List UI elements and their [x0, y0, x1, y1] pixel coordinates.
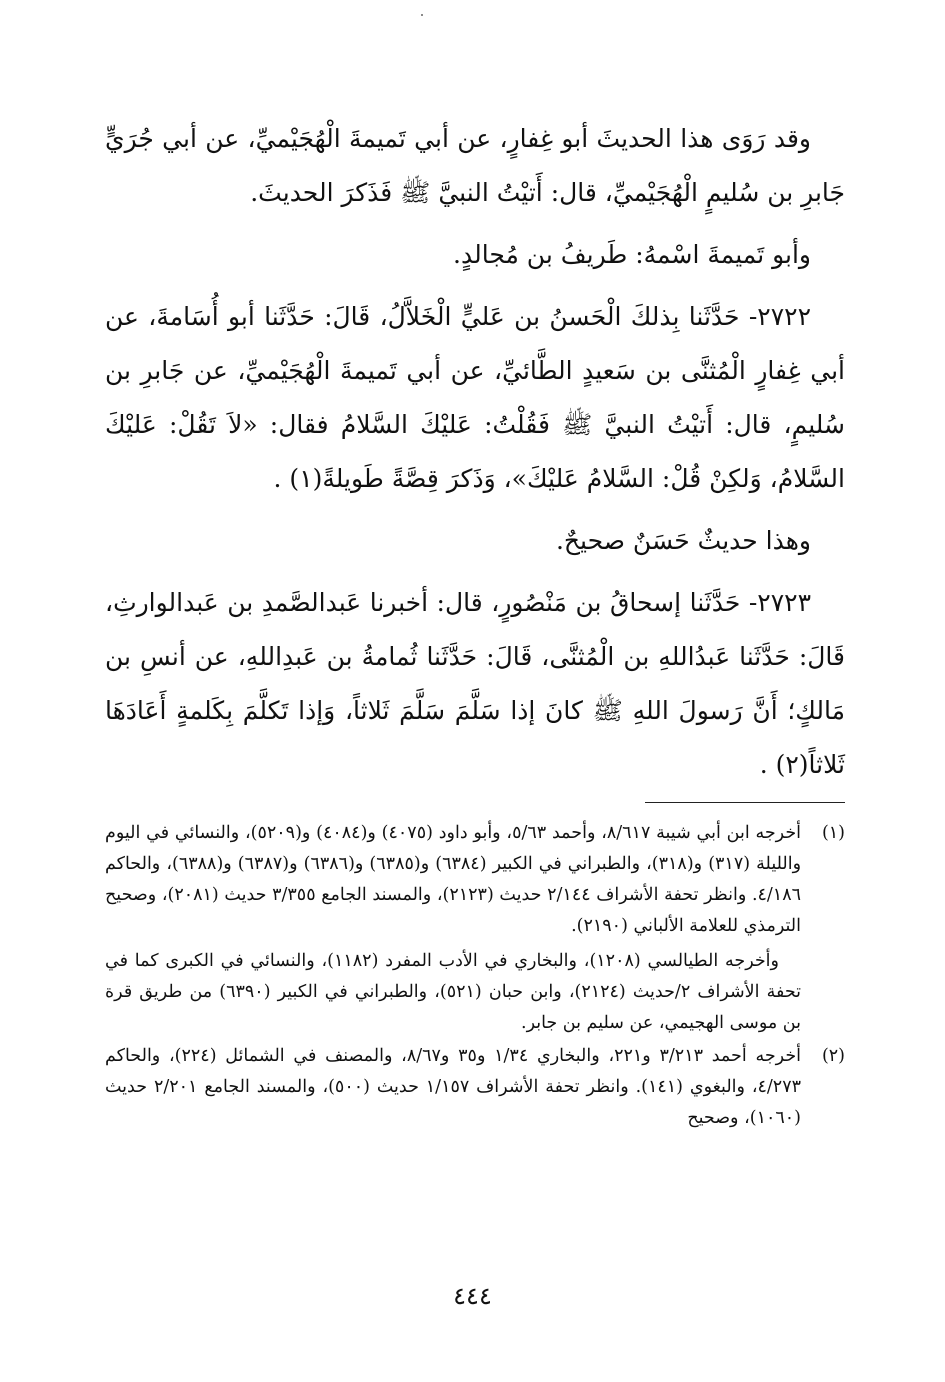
footnote-number: (٢) — [821, 1046, 845, 1066]
page-number: ٤٤٤ — [453, 1282, 492, 1310]
footnote-separator — [645, 802, 845, 803]
footnote-body — [105, 1041, 801, 1134]
footnote-1 — [105, 818, 845, 1039]
footnotes — [105, 818, 845, 1134]
footnote-text: وأخرجه الطيالسي (١٢٠٨)، والبخاري في الأدب المفرد (١١٨٢)، والنسائي في الكبرى كما في تحفة الأشراف ٢/حديث (٢١٢٤)، وابن حبان (٥٢١)، والطبراني في الكبير (٦٣٩٠) من طريق قرة بن موسى الهجيمي، عن سليم بن جابر. — [105, 951, 801, 1033]
main-text — [105, 112, 845, 792]
footnote-body — [105, 818, 801, 1039]
paragraph-hadith-2723: ٢٧٢٣- حَدَّثَنا إسحاقُ بن مَنْصُورٍ، قال: أخبرنا عَبدالصَّمدِ بن عَبدالوارثِ، قَالَ: حَدَّثَنا عَبدُاللهِ بن الْمُثنَّى، قَالَ: حَدَّثَنا ثُمامةُ بن عَبدِاللهِ، عن أنسِ بن مَالكٍ؛ أَنَّ رَسولَ اللهِ ﷺ كانَ إذا سَلَّمَ سَلَّمَ ثَلاثاً، وَإذا تَكلَّمَ بِكَلمةٍ أَعَادَهَا ثَلاثاً(٢) . — [105, 588, 845, 779]
paragraph-hadith-2722: ٢٧٢٢- حَدَّثَنا بِذلكَ الْحَسنُ بن عَليٍّ الْخَلاَّلُ، قَالَ: حَدَّثَنا أبو أُسَامةَ، عن أبي غِفارٍ الْمُثنَّى بن سَعيدٍ الطَّائيِّ، عن أبي تَميمةَ الْهُجَيْميِّ، عن جَابرِ بن سُليمٍ، قال: أَتيْتُ النبيَّ ﷺ فَقُلْتُ: عَليْكَ السَّلامُ فقال: «لاَ تَقُلْ: عَليْكَ السَّلامُ، وَلكِنْ قُلْ: السَّلامُ عَليْكَ»، وَذَكرَ قِصَّةً طَويلةً(١) . — [105, 302, 845, 493]
footnote-2 — [105, 1041, 845, 1134]
paragraph-hadith-grading: وهذا حديثٌ حَسَنٌ صحيحٌ. — [555, 526, 811, 555]
footnote-text: أخرجه ابن أبي شيبة ٨/٦١٧، وأحمد ٥/٦٣، وأبو داود (٤٠٧٥) و(٤٠٨٤) و(٥٢٠٩)، والنسائي في اليوم والليلة (٣١٧) و(٣١٨)، والطبراني في الكبير (٦٣٨٤) و(٦٣٨٥) و(٦٣٨٦) و(٦٣٨٧) و(٦٣٨٨)، والحاكم ٤/١٨٦. وانظر تحفة الأشراف ٢/١٤٤ حديث (٢١٢٣)، والمسند الجامع ٣/٣٥٥ حديث (٢٠٨١)، وصحيح الترمذي للعلامة الألباني (٢١٩٠). — [105, 823, 802, 936]
paragraph-narration-note: وقد رَوَى هذا الحديثَ أبو غِفارٍ، عن أبي تَميمةَ الْهُجَيْميِّ، عن أبي جُرَيٍّ جَابرِ بن سُليمٍ الْهُجَيْميِّ، قال: أَتيْتُ النبيَّ ﷺ فَذَكرَ الحديثَ. — [105, 124, 845, 207]
scan-speck — [421, 14, 423, 16]
paragraph-abu-tamima-name: وأبو تَميمةَ اسْمهُ: طَريفُ بن مُجالدٍ. — [453, 240, 811, 269]
footnote-text: أخرجه أحمد ٣/٢١٣ و٢٢١، والبخاري ١/٣٤ و٣٥ و٨/٦٧، والمصنف في الشمائل (٢٢٤)، والحاكم ٤/٢٧٣، والبغوي (١٤١). وانظر تحفة الأشراف ١/١٥٧ حديث (٥٠٠)، والمسند الجامع ٢/٢٠١ حديث (١٠٦٠)، وصحيح — [105, 1046, 802, 1128]
footnote-number: (١) — [821, 823, 845, 843]
